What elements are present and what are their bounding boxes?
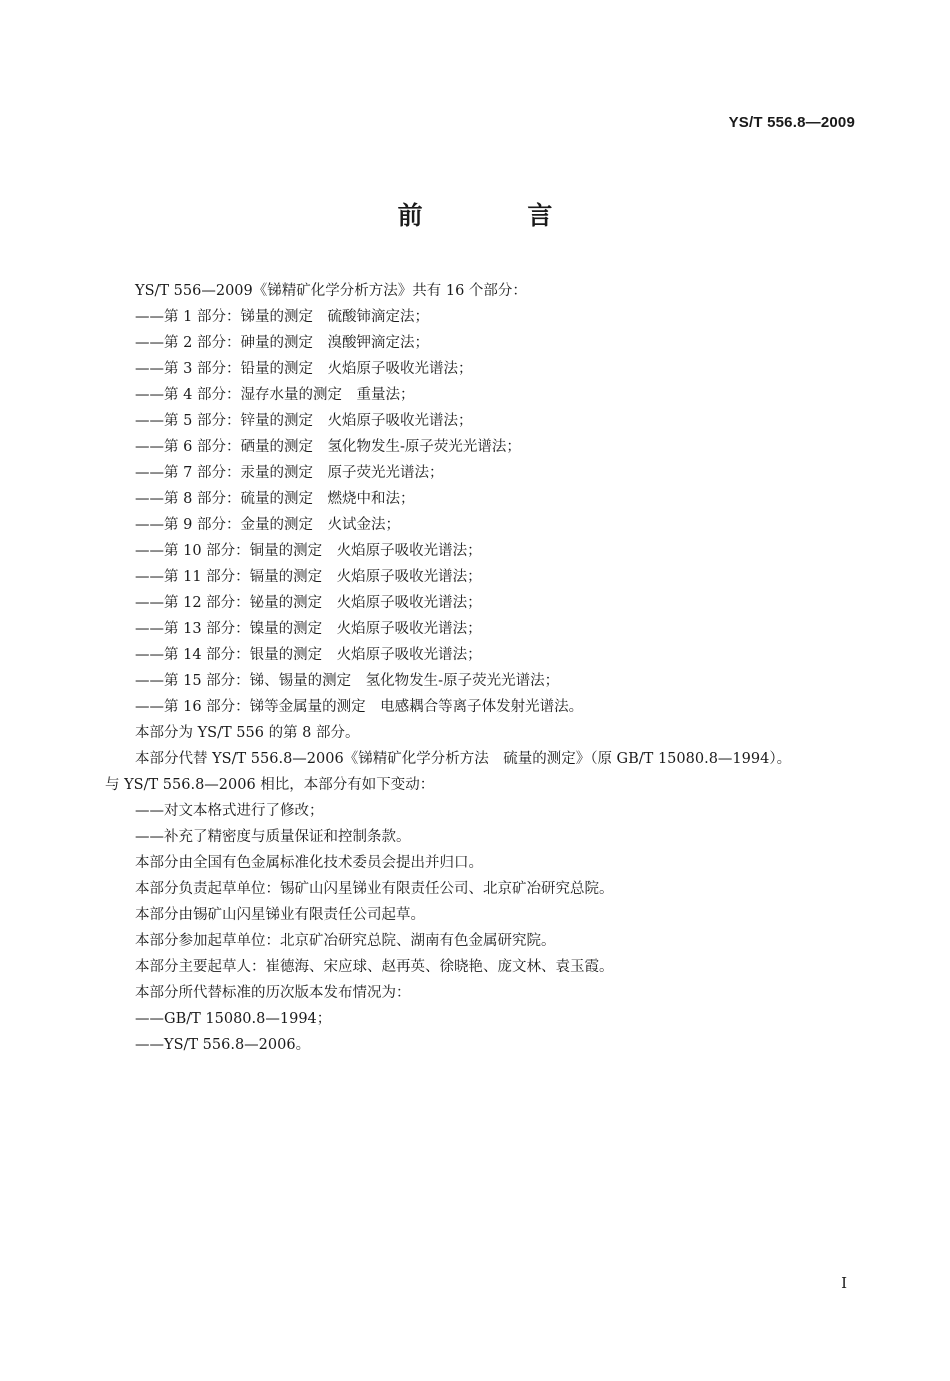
list-item: ——第 15 部分：锑、锡量的测定 氢化物发生-原子荧光光谱法；	[135, 673, 560, 689]
list-item: ——对文本格式进行了修改；	[135, 803, 324, 819]
paragraph-replaces: 本部分代替 YS/T 556.8—2006《锑精矿化学分析方法 硫量的测定》（原 GB/T 15080.8—1994）。	[135, 751, 792, 767]
list-item: ——第 6 部分：硒量的测定 氢化物发生-原子荧光光谱法；	[135, 439, 521, 455]
foreword-body	[105, 278, 895, 1058]
list-item: ——第 16 部分：锑等金属量的测定 电感耦合等离子体发射光谱法。	[135, 699, 584, 715]
list-item: ——第 14 部分：银量的测定 火焰原子吸收光谱法；	[135, 647, 482, 663]
page-number: I	[841, 1274, 847, 1292]
list-item: ——第 4 部分：湿存水量的测定 重量法；	[135, 387, 415, 403]
list-item: ——第 5 部分：锌量的测定 火焰原子吸收光谱法；	[135, 413, 473, 429]
paragraph-continuation: 与 YS/T 556.8—2006 相比，本部分有如下变动：	[105, 777, 435, 793]
standard-code: YS/T 556.8—2009	[728, 114, 855, 131]
list-item: ——第 1 部分：锑量的测定 硫酸铈滴定法；	[135, 309, 429, 325]
list-item: ——GB/T 15080.8—1994；	[135, 1011, 332, 1027]
list-item: ——第 9 部分：金量的测定 火试金法；	[135, 517, 400, 533]
paragraph: 本部分为 YS/T 556 的第 8 部分。	[135, 725, 360, 741]
paragraph: 本部分负责起草单位：锡矿山闪星锑业有限责任公司、北京矿冶研究总院。	[135, 881, 614, 897]
list-item: ——第 10 部分：铜量的测定 火焰原子吸收光谱法；	[135, 543, 482, 559]
paragraph: 本部分由锡矿山闪星锑业有限责任公司起草。	[135, 907, 425, 923]
list-item: ——第 12 部分：铋量的测定 火焰原子吸收光谱法；	[135, 595, 482, 611]
list-item: ——YS/T 556.8—2006。	[135, 1037, 311, 1053]
list-item: ——第 13 部分：镍量的测定 火焰原子吸收光谱法；	[135, 621, 482, 637]
paragraph: 本部分主要起草人：崔德海、宋应球、赵再英、徐晓艳、庞文林、袁玉霞。	[135, 959, 614, 975]
list-item: ——第 2 部分：砷量的测定 溴酸钾滴定法；	[135, 335, 429, 351]
paragraph: 本部分参加起草单位：北京矿冶研究总院、湖南有色金属研究院。	[135, 933, 556, 949]
list-item: ——第 3 部分：铅量的测定 火焰原子吸收光谱法；	[135, 361, 473, 377]
paragraph: 本部分所代替标准的历次版本发布情况为：	[135, 985, 411, 1001]
page-title: 前 言	[397, 201, 601, 230]
list-item: ——第 11 部分：镉量的测定 火焰原子吸收光谱法；	[135, 569, 482, 585]
paragraph: 本部分由全国有色金属标准化技术委员会提出并归口。	[135, 855, 483, 871]
list-item: ——第 8 部分：硫量的测定 燃烧中和法；	[135, 491, 415, 507]
paragraph-intro: YS/T 556—2009《锑精矿化学分析方法》共有 16 个部分：	[135, 283, 527, 299]
list-item: ——补充了精密度与质量保证和控制条款。	[135, 829, 411, 845]
list-item: ——第 7 部分：汞量的测定 原子荧光光谱法；	[135, 465, 444, 481]
